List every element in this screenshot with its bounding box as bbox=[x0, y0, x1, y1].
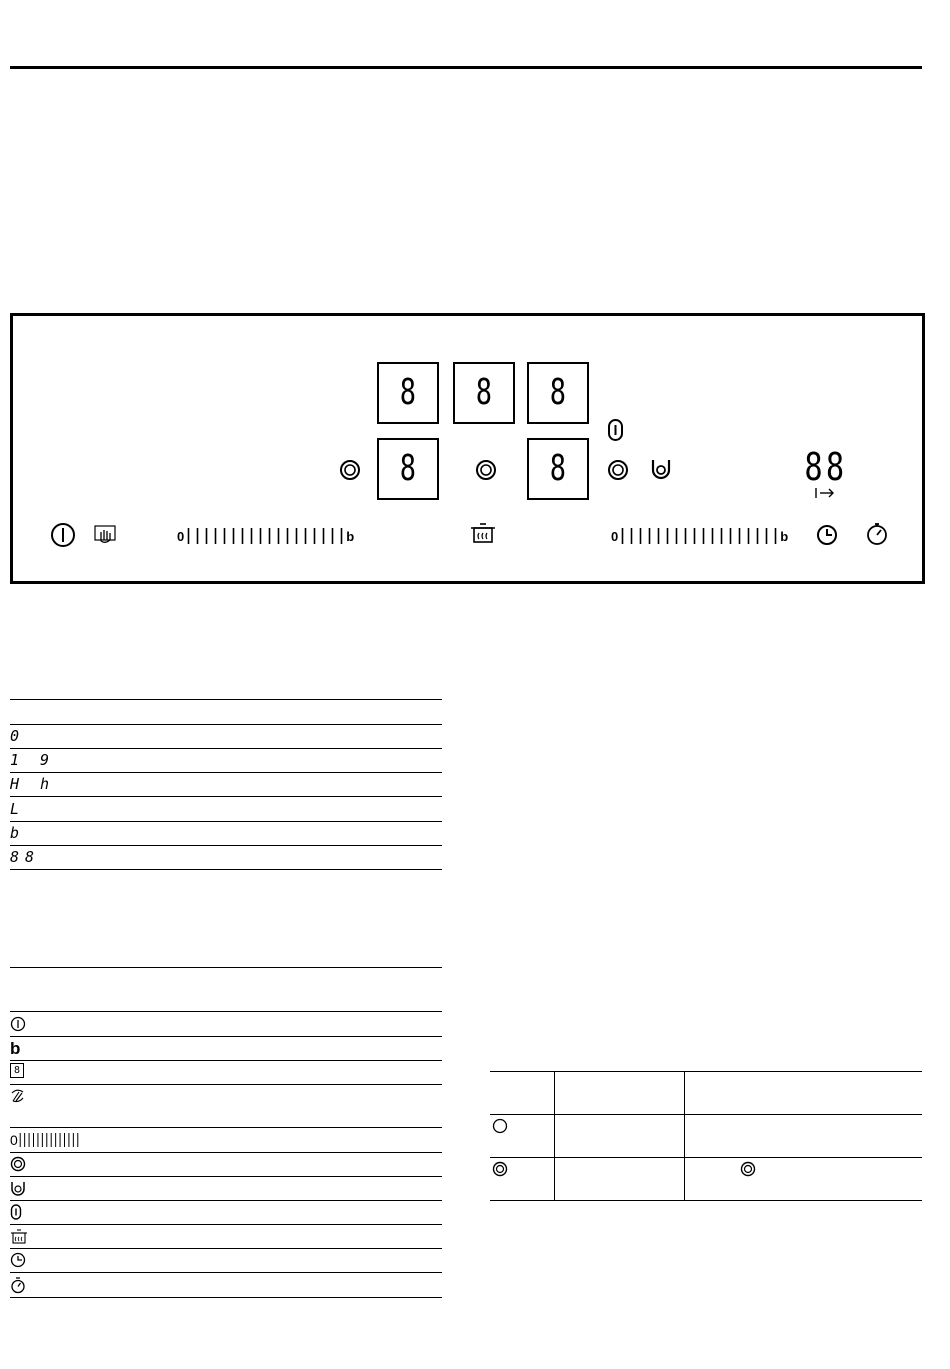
table-zones-col-divider bbox=[684, 1071, 685, 1201]
timer-display: 88 bbox=[804, 445, 848, 489]
stopwatch-icon[interactable] bbox=[865, 522, 889, 546]
table-row bbox=[10, 1176, 442, 1201]
table-row: H h bbox=[10, 772, 442, 797]
flex-zone-icon bbox=[10, 1203, 22, 1221]
display-zone-rear-center: 8 bbox=[453, 362, 515, 424]
table-row bbox=[10, 700, 442, 725]
power-icon[interactable] bbox=[50, 522, 76, 548]
slider-max-label: b bbox=[780, 528, 789, 544]
slider-ticks bbox=[618, 528, 780, 544]
pan-size-icon[interactable] bbox=[649, 457, 673, 481]
power-slider-right[interactable] bbox=[611, 526, 788, 546]
keep-warm-icon bbox=[10, 1227, 28, 1245]
power-icon bbox=[10, 1015, 26, 1033]
table-row bbox=[10, 1273, 442, 1298]
table-row bbox=[10, 1152, 442, 1177]
table-row bbox=[10, 1128, 442, 1153]
timer-countdown-arrow-icon bbox=[814, 486, 836, 500]
table-zones-col-divider bbox=[554, 1071, 555, 1201]
timer-icon[interactable] bbox=[816, 524, 838, 546]
zone-select-icon[interactable] bbox=[475, 459, 497, 481]
display-zone-front-right: 8 bbox=[527, 438, 589, 500]
table-row bbox=[10, 1036, 442, 1061]
zone-select-icon[interactable] bbox=[339, 459, 361, 481]
table-row: 0 bbox=[10, 724, 442, 749]
table-row bbox=[10, 1248, 442, 1273]
slider-min-label: 0 bbox=[177, 528, 185, 544]
single-circle-icon bbox=[492, 1118, 508, 1134]
table-row bbox=[10, 1060, 442, 1085]
display-zone-front-left: 8 bbox=[377, 438, 439, 500]
display-zone-rear-left: 8 bbox=[377, 362, 439, 424]
slider-ticks bbox=[184, 528, 346, 544]
wipe-protection-icon[interactable] bbox=[94, 525, 116, 545]
table-row bbox=[10, 1200, 442, 1225]
table-row bbox=[10, 1224, 442, 1249]
table-controls-header-rule bbox=[10, 967, 442, 968]
timer-icon bbox=[10, 1251, 26, 1269]
stopwatch-icon bbox=[10, 1276, 26, 1294]
keep-warm-icon[interactable] bbox=[470, 521, 496, 545]
power-slider-left[interactable] bbox=[177, 526, 354, 546]
double-circle-icon bbox=[492, 1161, 508, 1177]
wipe-protection-icon bbox=[10, 1087, 26, 1105]
table-row bbox=[10, 1012, 442, 1037]
display-zone-rear-right: 8 bbox=[527, 362, 589, 424]
flex-zone-icon[interactable] bbox=[607, 418, 625, 442]
header-rule bbox=[10, 66, 922, 69]
zone-select-icon bbox=[10, 1155, 26, 1173]
slider-min-label: 0 bbox=[611, 528, 619, 544]
table-row: 1 9 bbox=[10, 748, 442, 773]
slider-max-label: b bbox=[346, 528, 355, 544]
table-row: L bbox=[10, 797, 442, 822]
display-8-icon: 8 bbox=[10, 1063, 24, 1078]
zone-select-icon[interactable] bbox=[607, 459, 629, 481]
table-row bbox=[10, 1084, 442, 1128]
boost-b-icon: b bbox=[10, 1038, 21, 1058]
table-row: 88 bbox=[10, 845, 442, 870]
double-circle-icon bbox=[740, 1161, 756, 1177]
table-row: b bbox=[10, 821, 442, 846]
pan-size-icon bbox=[10, 1179, 26, 1197]
slider-icon: 0 bbox=[10, 1132, 18, 1148]
